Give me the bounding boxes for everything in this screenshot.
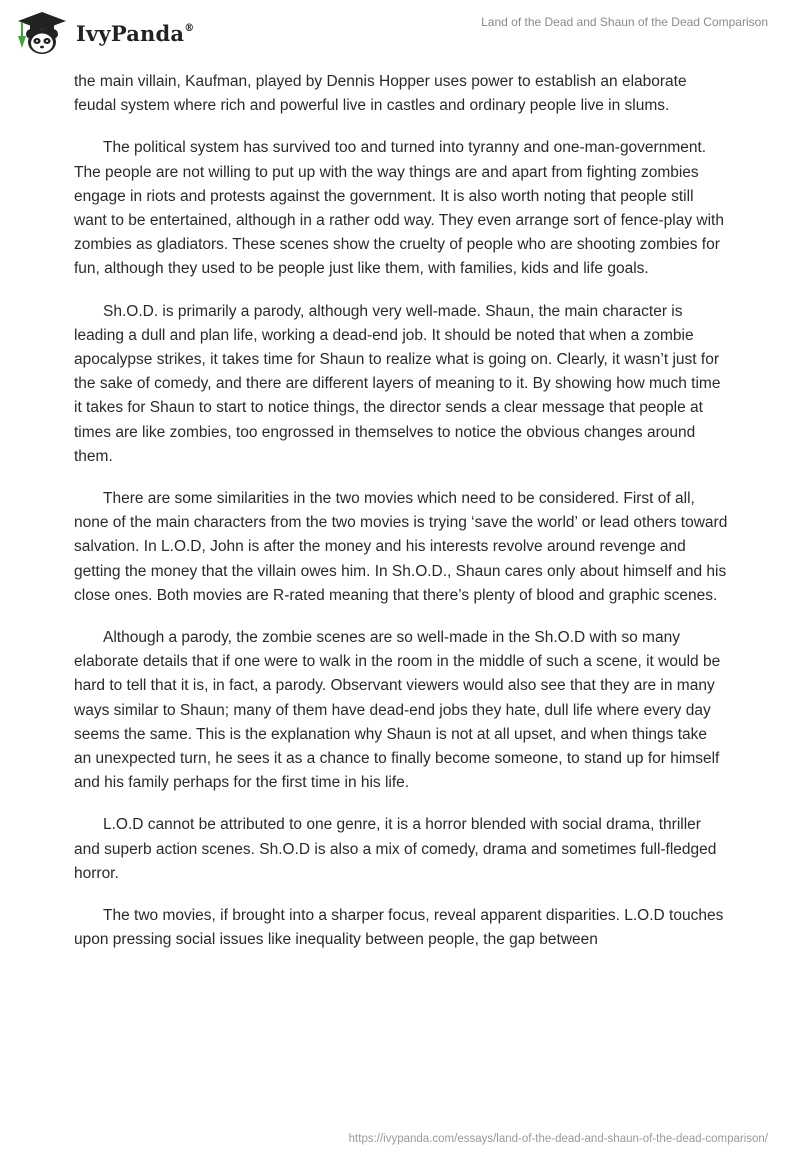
essay-body (74, 70, 728, 971)
brand-name: IvyPanda® (76, 20, 195, 46)
panda-graduate-icon (14, 10, 70, 56)
source-url[interactable]: https://ivypanda.com/essays/land-of-the-dead-and-shaun-of-the-dead-comparison/ (348, 1133, 768, 1145)
paragraph: The two movies, if brought into a sharper focus, reveal apparent disparities. L.O.D touches upon pressing social issues like inequality between people, the gap between (74, 907, 724, 949)
page-header (0, 0, 800, 64)
paragraph: The political system has survived too and turned into tyranny and one-man-government. The people are not willing to put up with the way things are and apart from fighting zombies engage in riots and protests against the government. It is also worth noting that people still want to be entertained, although in a rather odd way. They even arrange sort of fence-play with zombies as gladiators. These scenes show the cruelty of people who are shooting zombies for fun, although they used to be people just like them, with families, kids and life goals. (74, 139, 724, 278)
paragraph: Although a parody, the zombie scenes are so well-made in the Sh.O.D with so many elaborate details that if one were to walk in the room in the middle of such a scene, it would be hard to tell that it is, in fact, a parody. Observant viewers would also see that they are in many ways similar to Shaun; many of them have dead-end jobs they hate, dull life where every day seems the same. This is the explanation why Shaun is not at all upset, and when things take an unexpected turn, he sees it as a chance to finally become someone, to stand up for himself and his family perhaps for the first time in his life. (74, 629, 721, 792)
paragraph: There are some similarities in the two movies which need to be considered. First of all, none of the main characters from the two movies is trying ‘save the world’ or lead others toward salvation. In L.O.D, John is after the money and his interests revolve around revenge and getting the money that the villain owes him. In Sh.O.D., Shaun cares only about himself and his close ones. Both movies are R-rated meaning that there’s plenty of blood and graphic scenes. (74, 490, 728, 604)
paragraph: Sh.O.D. is primarily a parody, although very well-made. Shaun, the main character is leading a dull and plan life, working a dead-end job. It should be noted that when a zombie apocalypse strikes, it takes time for Shaun to realize what is going on. Clearly, it wasn’t just for the sake of comedy, and there are different layers of meaning to it. By showing how much time it takes for Shaun to start to notice things, the director sends a clear message that people at times are like zombies, too engrossed in themselves to notice the obvious changes around them. (74, 302, 721, 465)
paragraph: the main villain, Kaufman, played by Dennis Hopper uses power to establish an elaborate feudal system where rich and powerful live in castles and ordinary people live in slums. (74, 73, 687, 115)
ivypanda-logo[interactable] (14, 8, 204, 58)
paragraph: L.O.D cannot be attributed to one genre, it is a horror blended with social drama, thriller and superb action scenes. Sh.O.D is also a mix of comedy, drama and sometimes full-fledged horror. (74, 816, 717, 882)
document-title: Land of the Dead and Shaun of the Dead Comparison (481, 15, 768, 29)
